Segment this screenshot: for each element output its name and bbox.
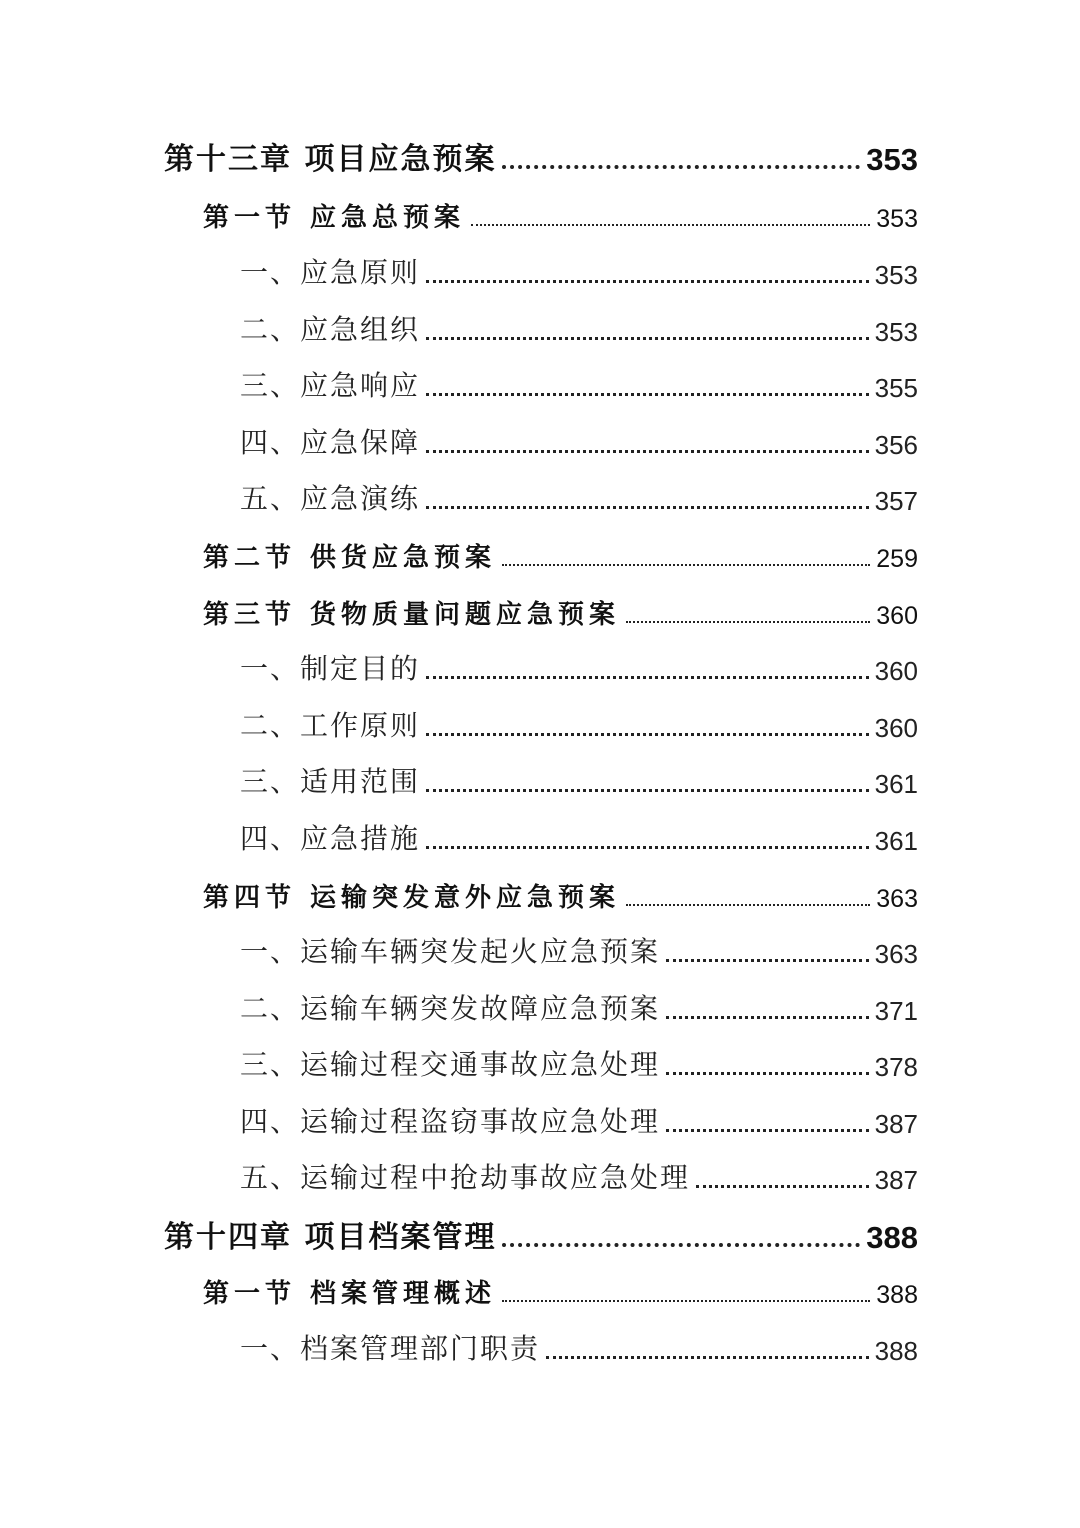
dot-leader xyxy=(666,1072,869,1075)
toc-entry-title: 三、运输过程交通事故应急处理 xyxy=(240,1048,661,1081)
toc-entry-title: 第十四章 项目档案管理 xyxy=(164,1220,497,1255)
toc-entry-title: 一、应急原则 xyxy=(240,256,421,289)
toc-entry-title: 第二节 供货应急预案 xyxy=(203,543,497,573)
toc-item-entry xyxy=(240,758,918,800)
toc-section-entry xyxy=(203,872,918,914)
toc-entry-title: 二、工作原则 xyxy=(240,709,421,742)
dot-leader xyxy=(546,1356,869,1359)
toc-item-entry xyxy=(240,1325,918,1367)
toc-entry-page: 388 xyxy=(874,1336,918,1366)
dot-leader xyxy=(666,959,869,962)
toc-section-entry xyxy=(203,192,918,234)
dot-leader xyxy=(502,1300,870,1302)
dot-leader xyxy=(426,676,869,679)
dot-leader xyxy=(502,1243,860,1247)
toc-entry-title: 第一节 应急总预案 xyxy=(203,203,466,233)
toc-entry-page: 360 xyxy=(874,656,918,686)
toc-entry-page: 259 xyxy=(876,545,918,573)
toc-entry-page: 388 xyxy=(876,1281,918,1309)
toc-entry-title: 第一节 档案管理概述 xyxy=(203,1279,497,1309)
toc-item-entry xyxy=(240,702,918,744)
toc-item-entry xyxy=(240,362,918,404)
dot-leader xyxy=(426,789,869,792)
toc-item-entry xyxy=(240,815,918,857)
toc-item-entry xyxy=(240,985,918,1027)
toc-entry-page: 353 xyxy=(874,260,918,290)
dot-leader xyxy=(426,450,869,453)
toc-item-entry xyxy=(240,928,918,970)
toc-entry-page: 378 xyxy=(874,1052,918,1082)
toc-entry-page: 387 xyxy=(874,1109,918,1139)
toc-item-entry xyxy=(240,475,918,517)
toc-entry-title: 五、应急演练 xyxy=(240,482,421,515)
toc-entry-page: 360 xyxy=(874,713,918,743)
toc-entry-page: 353 xyxy=(866,142,918,177)
dot-leader xyxy=(666,1016,869,1019)
toc-entry-page: 388 xyxy=(866,1220,918,1255)
dot-leader xyxy=(426,846,869,849)
toc-item-entry xyxy=(240,249,918,291)
toc-entry-page: 356 xyxy=(874,430,918,460)
toc-section-entry xyxy=(203,532,918,574)
dot-leader xyxy=(426,506,869,509)
dot-leader xyxy=(502,165,860,169)
dot-leader xyxy=(426,393,869,396)
toc-entry-title: 五、运输过程中抢劫事故应急处理 xyxy=(240,1161,691,1194)
toc-entry-title: 第十三章 项目应急预案 xyxy=(164,142,497,177)
toc-chapter-entry xyxy=(164,130,918,178)
toc-item-entry xyxy=(240,306,918,348)
dot-leader xyxy=(626,904,870,906)
toc-entry-page: 361 xyxy=(874,826,918,856)
dot-leader xyxy=(426,337,869,340)
toc-entry-page: 355 xyxy=(874,373,918,403)
toc-entry-title: 一、运输车辆突发起火应急预案 xyxy=(240,935,661,968)
dot-leader xyxy=(426,733,869,736)
toc-section-entry xyxy=(203,589,918,631)
toc-entry-page: 387 xyxy=(874,1165,918,1195)
toc-entry-title: 三、应急响应 xyxy=(240,369,421,402)
toc-section-entry xyxy=(203,1268,918,1310)
dot-leader xyxy=(502,564,870,566)
toc-item-entry xyxy=(240,1098,918,1140)
toc-entry-page: 361 xyxy=(874,769,918,799)
dot-leader xyxy=(626,621,870,623)
toc-entry-title: 一、制定目的 xyxy=(240,652,421,685)
toc-entry-title: 三、适用范围 xyxy=(240,765,421,798)
toc-entry-page: 363 xyxy=(874,939,918,969)
toc-entry-page: 371 xyxy=(874,996,918,1026)
toc-item-entry xyxy=(240,645,918,687)
dot-leader xyxy=(426,280,869,283)
toc-entry-title: 四、运输过程盗窃事故应急处理 xyxy=(240,1105,661,1138)
toc-chapter-entry xyxy=(164,1208,918,1256)
toc-entry-page: 353 xyxy=(874,317,918,347)
toc-entry-page: 353 xyxy=(876,205,918,233)
toc-entry-title: 四、应急措施 xyxy=(240,822,421,855)
dot-leader xyxy=(471,224,870,226)
toc-entry-title: 一、档案管理部门职责 xyxy=(240,1332,541,1365)
toc-item-entry xyxy=(240,419,918,461)
dot-leader xyxy=(696,1185,869,1188)
toc-entry-title: 二、运输车辆突发故障应急预案 xyxy=(240,992,661,1025)
toc-entry-title: 四、应急保障 xyxy=(240,426,421,459)
dot-leader xyxy=(666,1129,869,1132)
toc-entry-page: 357 xyxy=(874,486,918,516)
toc-entry-title: 第三节 货物质量问题应急预案 xyxy=(203,600,621,630)
toc-entry-page: 360 xyxy=(876,602,918,630)
toc-item-entry xyxy=(240,1041,918,1083)
toc-entry-title: 二、应急组织 xyxy=(240,313,421,346)
toc-item-entry xyxy=(240,1154,918,1196)
toc-entry-title: 第四节 运输突发意外应急预案 xyxy=(203,883,621,913)
toc-entry-page: 363 xyxy=(876,885,918,913)
